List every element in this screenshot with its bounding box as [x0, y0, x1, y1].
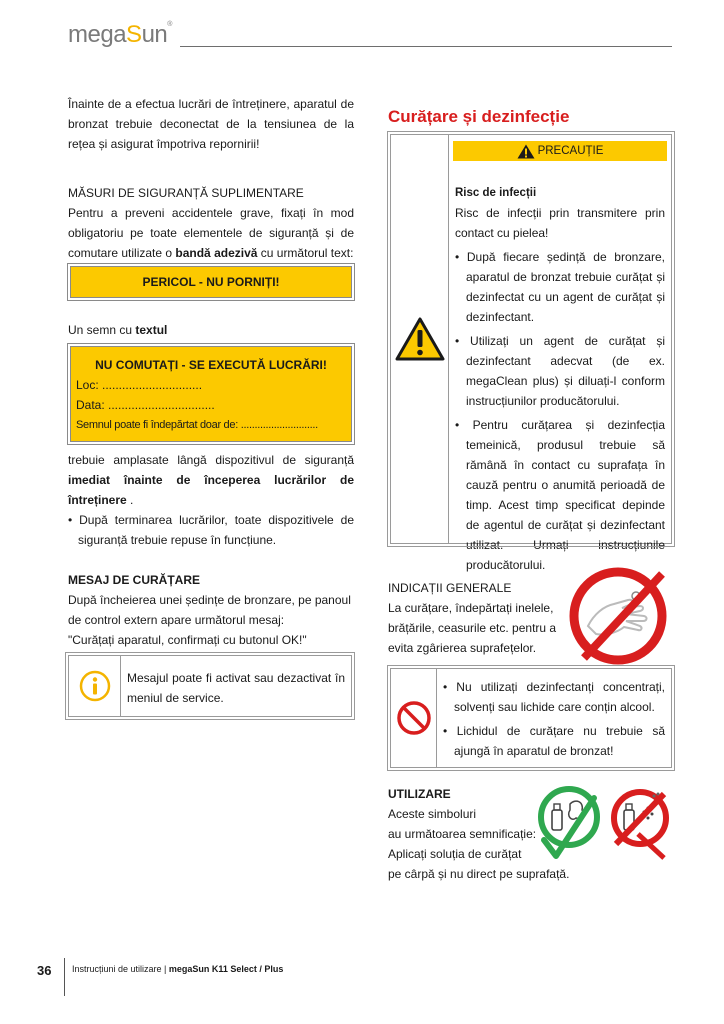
info-icon: [79, 670, 111, 702]
usage-line: Aplicați soluția de curățat: [388, 847, 522, 861]
cleaning-message-heading: MESAJ DE CURĂȚARE: [68, 573, 201, 587]
sign-text: Un semn cu textul: [68, 323, 168, 337]
section-title: Curățare și dezinfecție: [388, 107, 570, 126]
danger-tape-box: [70, 266, 352, 298]
footer-text: Instrucțiuni de utilizare | megaSun K11 Select / Plus: [72, 964, 284, 974]
maintenance-intro: Înainte de a efectua lucrări de întreținere, aparatul de bronzat trebuie deconectat de la tensiunea de la rețea și asigurat împotriva repornirii!: [68, 97, 354, 151]
spray-on-surface-prohibited-icon: [608, 784, 672, 860]
prohibited-bullet: • Nu utilizați dezinfectanți concentrați, solvenți sau lichide care conțin alcool.: [443, 680, 665, 714]
usage-line: au următoarea semnificație:: [388, 827, 537, 841]
warning-triangle-icon: [395, 317, 445, 361]
do-not-switch-sign: [70, 346, 352, 442]
precaution-label: PRECAUȚIE: [537, 145, 604, 157]
prohibited-bullet: • Lichidul de curățare nu trebuie să ajungă în aparatul de bronzat!: [443, 724, 665, 758]
sign-date-line: Data: ................................: [76, 398, 215, 412]
small-warning-icon: [517, 144, 535, 159]
risk-bullet: • După fiecare ședință de bronzare, aparatul de bronzat trebuie curățat și dezinfectat cu un agent de curățat și dezinfectant.: [455, 250, 665, 324]
sign-placement-text: trebuie amplasate lângă dispozitivul de siguranță imediat înainte de începerea lucrărilor de întreținere .: [68, 453, 354, 507]
risk-bullet: • Utilizați un agent de curățat și dezinfectant adecvat (de ex. megaClean plus) și diluați-l conform instrucțiunilor producătorului.: [455, 334, 665, 408]
cleaning-message-text: După încheierea unei ședințe de bronzare, pe panoul de control extern apare următorul mesaj:: [68, 593, 351, 627]
prohibited-icon: [396, 700, 432, 736]
risk-text: Risc de infecții prin transmitere prin contact cu pielea!: [455, 206, 665, 240]
info-note-box: [68, 655, 352, 717]
usage-line: Aceste simboluri: [388, 807, 477, 821]
cleaning-message-quote: "Curățați aparatul, confirmați cu butonul OK!": [68, 633, 307, 647]
precaution-header: [453, 141, 667, 161]
page-number: 36: [37, 963, 52, 978]
measures-heading: MĂSURI DE SIGURANȚĂ SUPLIMENTARE: [68, 186, 304, 200]
restore-devices-bullet: • După terminarea lucrărilor, toate dispozitivele de siguranță trebuie repuse în funcțiune.: [68, 513, 354, 547]
risk-heading: Risc de infecții: [455, 187, 537, 199]
risk-bullet: • Pentru curățarea și dezinfecția temeinică, produsul trebuie să rămână în contact cu suprafața în cauză pentru o anumită perioadă de timp. Acest timp specificat depinde de agentul de curățat și dezinfectant utilizat. Urmați instrucțiunile producătorului.: [455, 418, 665, 572]
usage-heading: UTILIZARE: [388, 787, 451, 801]
do-not-switch-title: NU COMUTAȚI - SE EXECUTĂ LUCRĂRI!: [95, 358, 327, 372]
no-jewelry-icon: [566, 566, 670, 666]
measures-text: Pentru a preveni accidentele grave, fixați în mod obligatoriu pe toate elementele de siguranță și de comutare utilizate o bandă adezivă cu următorul text:: [68, 206, 354, 260]
megasun-logo: megaSun®: [68, 21, 172, 48]
header-rule: [180, 46, 672, 47]
general-heading: INDICAȚII GENERALE: [388, 581, 512, 595]
precaution-box: [390, 134, 672, 572]
spray-on-cloth-ok-icon: [536, 784, 602, 864]
usage-line: pe cârpă și nu direct pe suprafață.: [388, 867, 570, 881]
footer-rule: [64, 958, 65, 996]
info-note-text: Mesajul poate fi activat sau dezactivat în meniul de service.: [127, 671, 345, 705]
danger-tape-text: PERICOL - NU PORNIȚI!: [142, 275, 280, 289]
general-text: La curățare, îndepărtați inelele, brățările, ceasurile etc. pentru a evita zgârierea suprafețelor.: [388, 601, 557, 655]
prohibited-agents-box: [390, 668, 672, 768]
sign-location-line: Loc: ..............................: [76, 378, 203, 392]
sign-removal-line: Semnul poate fi îndepărtat doar de: ............................: [76, 419, 318, 431]
